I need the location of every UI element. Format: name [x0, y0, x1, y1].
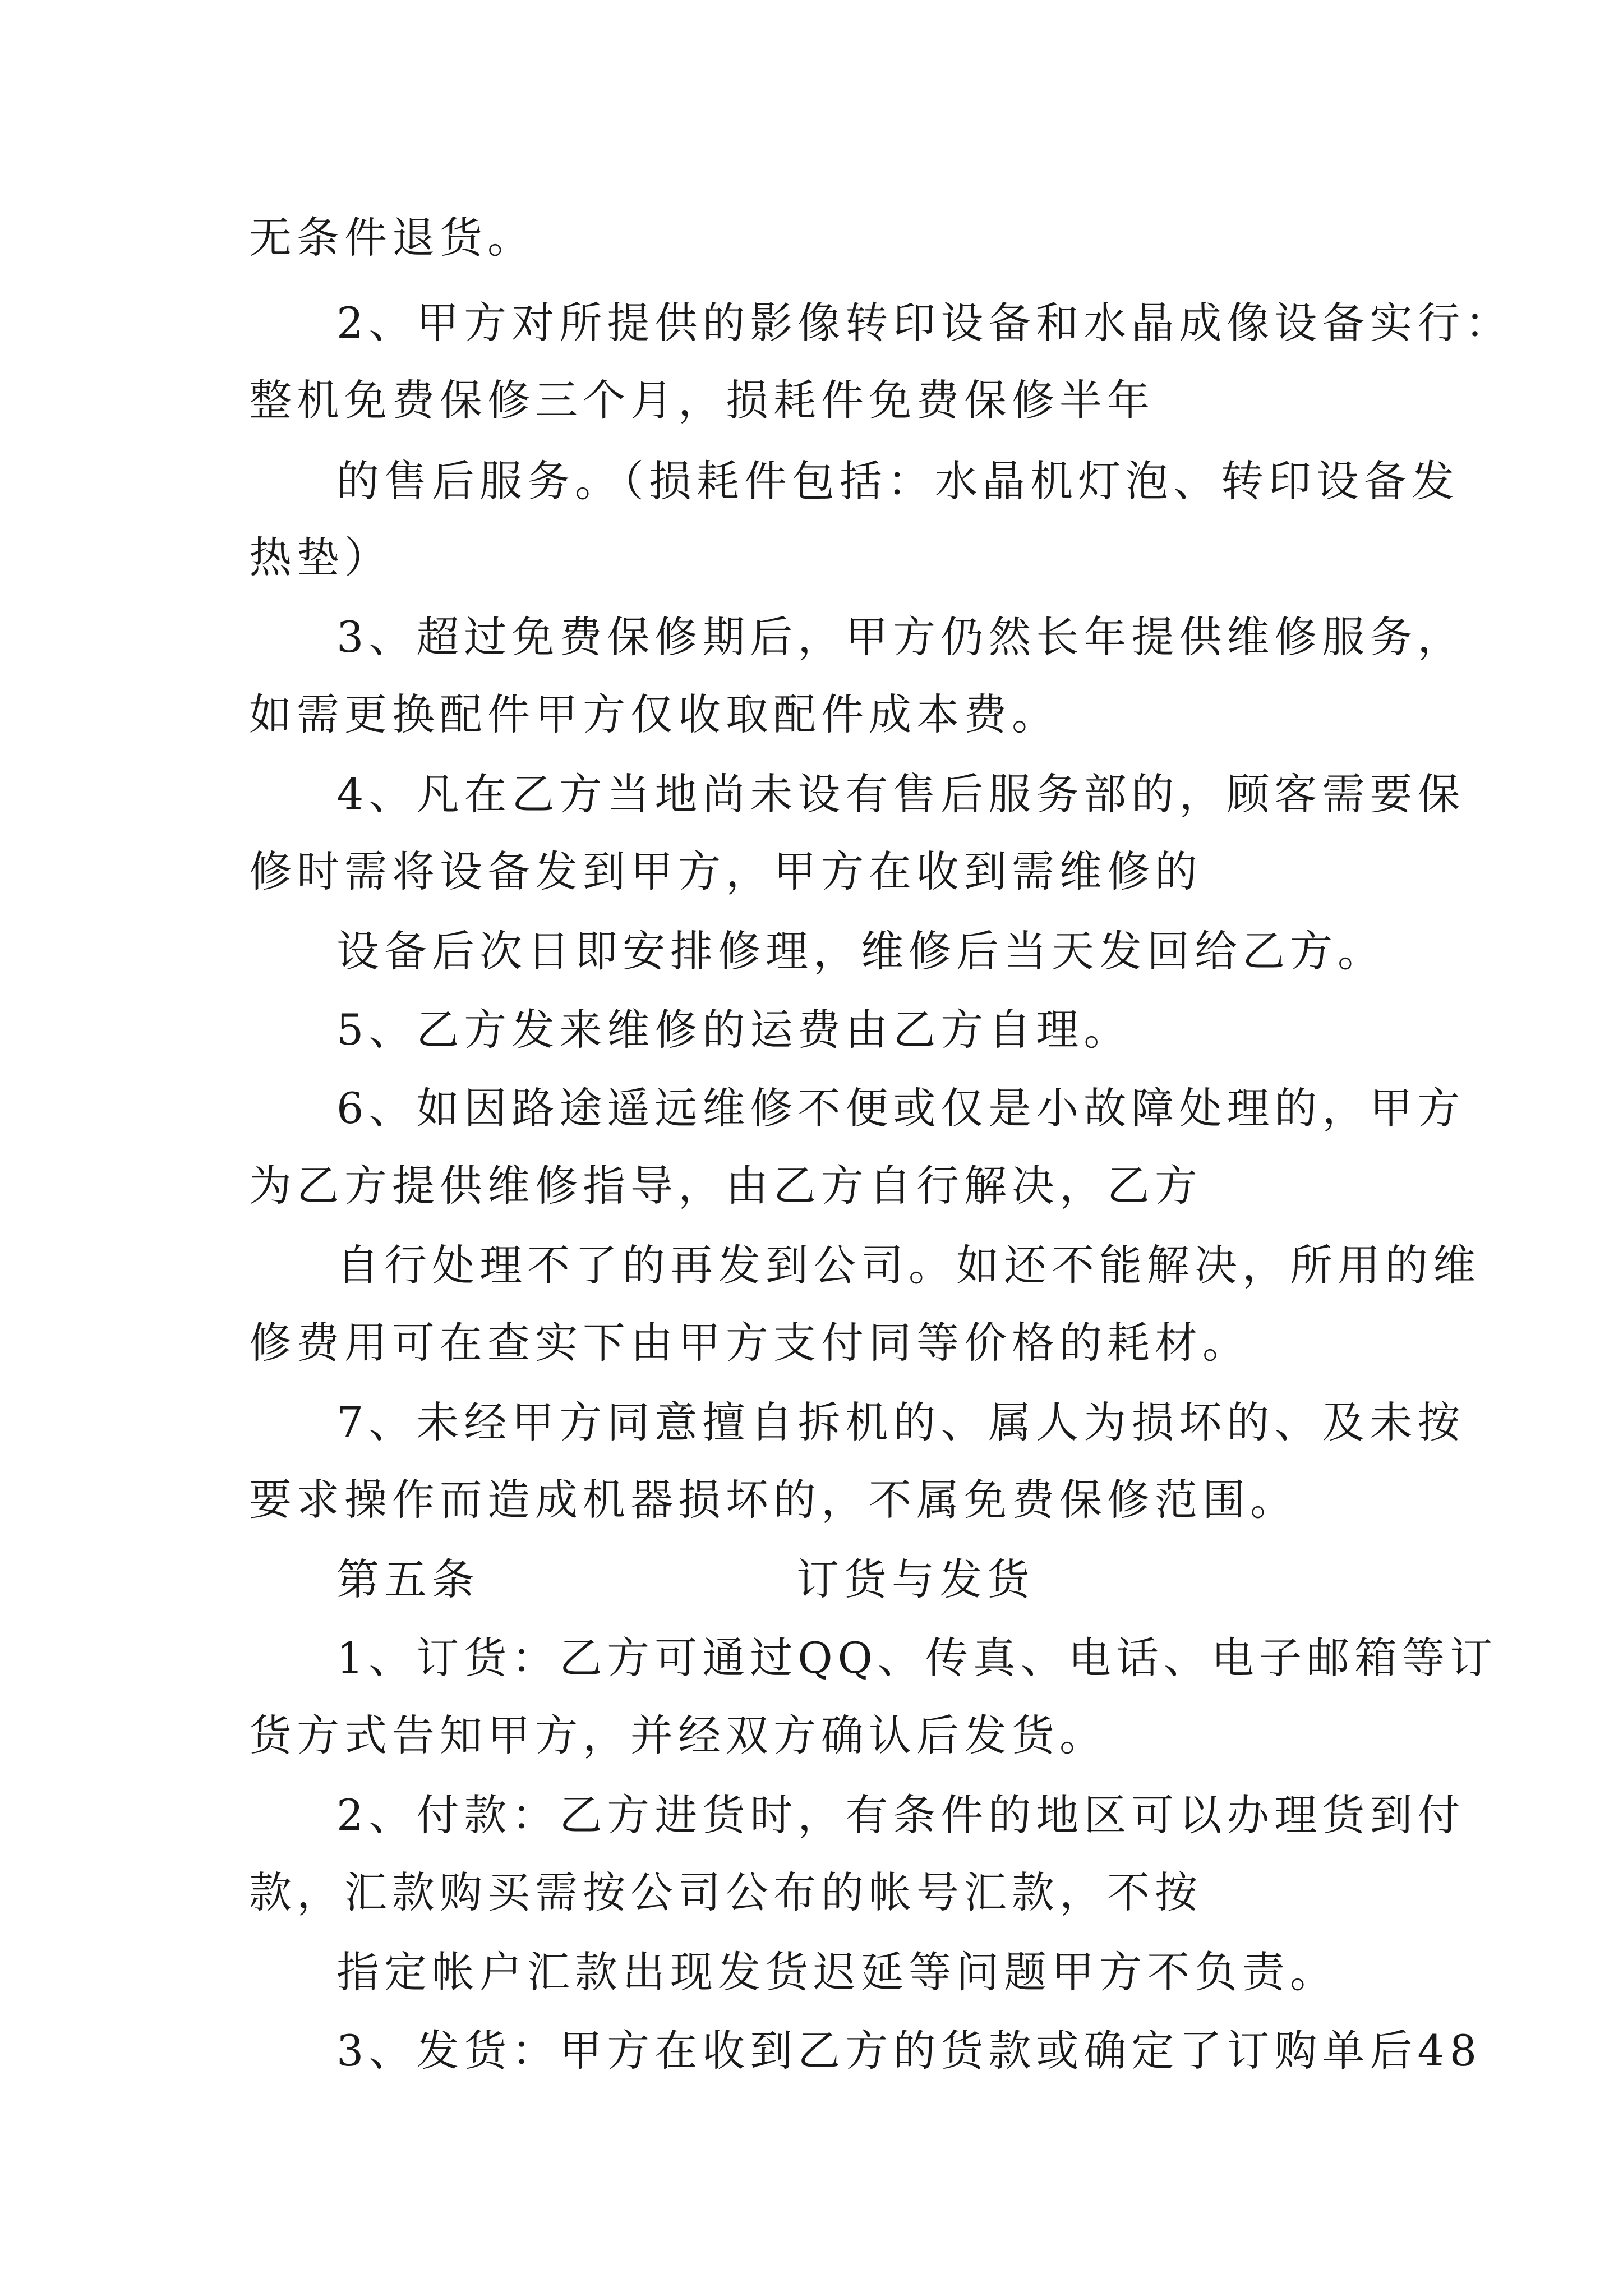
- paragraph-line: 无条件退货。: [249, 213, 535, 263]
- paragraph-line: 指定帐户汇款出现发货迟延等问题甲方不负责。: [336, 1947, 1338, 1997]
- paragraph-line: 1、订货：乙方可通过QQ、传真、电话、电子邮箱等订: [336, 1633, 1497, 1683]
- paragraph-line: 整机免费保修三个月，损耗件免费保修半年: [249, 375, 1155, 425]
- paragraph-line: 款，汇款购买需按公司公布的帐号汇款，不按: [249, 1867, 1202, 1917]
- paragraph-line: 7、未经甲方同意擅自拆机的、属人为损坏的、及未按: [336, 1397, 1465, 1447]
- section-title: 订货与发货: [796, 1554, 1035, 1604]
- paragraph-line: 修时需将设备发到甲方，甲方在收到需维修的: [249, 846, 1202, 896]
- paragraph-line: 货方式告知甲方，并经双方确认后发货。: [249, 1710, 1107, 1760]
- paragraph-line: 要求操作而造成机器损坏的，不属免费保修范围。: [249, 1475, 1298, 1525]
- paragraph-line: 2、付款：乙方进货时，有条件的地区可以办理货到付: [336, 1790, 1465, 1840]
- paragraph-line: 3、发货：甲方在收到乙方的货款或确定了订购单后48: [336, 2026, 1482, 2076]
- paragraph-line: 设备后次日即安排修理，维修后当天发回给乙方。: [336, 926, 1385, 976]
- paragraph-line: 热垫）: [249, 532, 392, 582]
- paragraph-line: 的售后服务。（损耗件包括：水晶机灯泡、转印设备发: [336, 456, 1459, 506]
- paragraph-line: 2、甲方对所提供的影像转印设备和水晶成像设备实行：: [336, 298, 1513, 348]
- paragraph-line: 5、乙方发来维修的运费由乙方自理。: [336, 1005, 1132, 1055]
- section-number: 第五条: [336, 1554, 479, 1604]
- paragraph-line: 修费用可在查实下由甲方支付同等价格的耗材。: [249, 1318, 1250, 1368]
- paragraph-line: 为乙方提供维修指导，由乙方自行解决，乙方: [249, 1161, 1202, 1211]
- paragraph-line: 如需更换配件甲方仅收取配件成本费。: [249, 689, 1059, 739]
- paragraph-line: 6、如因路途遥远维修不便或仅是小故障处理的，甲方: [336, 1083, 1465, 1133]
- paragraph-line: 4、凡在乙方当地尚未设有售后服务部的，顾客需要保: [336, 769, 1465, 819]
- paragraph-line: 3、超过免费保修期后，甲方仍然长年提供维修服务，: [336, 612, 1465, 662]
- paragraph-line: 自行处理不了的再发到公司。如还不能解决，所用的维: [336, 1240, 1481, 1290]
